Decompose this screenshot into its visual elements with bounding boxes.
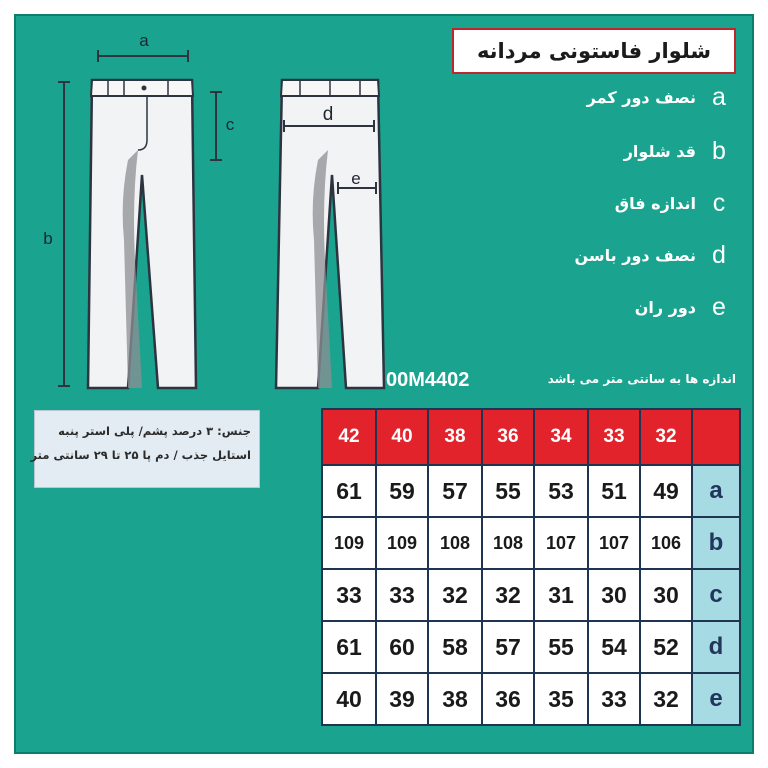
row-label-cell: c [692,569,740,621]
table-cell: 57 [482,621,534,673]
legend-letter-c: c [712,188,726,217]
table-cell: 59 [376,465,428,517]
table-cell: 35 [534,673,588,725]
table-cell: 33 [322,569,376,621]
table-row [322,517,740,569]
model-code: 00M4402 [386,369,470,391]
dimension-label-d: d [322,104,334,125]
table-row [322,465,740,517]
dimension-label-c: c [225,115,235,134]
legend-label-e: دور ران [634,297,696,317]
table-cell: 30 [588,569,640,621]
legend-letter-a: a [712,82,726,111]
legend-item-c [540,188,730,218]
dimension-label-a: a [139,31,149,50]
table-cell: 33 [588,673,640,725]
table-cell: 32 [482,569,534,621]
table-cell: 55 [534,621,588,673]
unit-note: اندازه ها به سانتی متر می باشد [547,372,736,386]
table-cell: 109 [322,517,376,569]
table-cell: 40 [322,673,376,725]
table-cell: 36 [482,673,534,725]
dimension-label-b: b [43,229,53,248]
legend-letter-d: d [712,240,726,269]
table-row [322,673,740,725]
product-title: شلوار فاستونی مردانه [452,28,736,74]
legend-label-a: نصف دور کمر [586,87,696,107]
row-label-cell: a [692,465,740,517]
legend-item-a [540,82,730,112]
legend-letter-b: b [712,136,726,165]
size-header-corner [692,409,740,465]
size-header-cell: 40 [376,409,428,465]
size-table [321,408,741,726]
legend-letter-e: e [712,292,726,321]
table-cell: 53 [534,465,588,517]
table-cell: 38 [428,673,482,725]
table-cell: 51 [588,465,640,517]
size-header-cell: 36 [482,409,534,465]
material-info-box [30,410,260,488]
row-label-cell: b [692,517,740,569]
table-row [322,569,740,621]
size-header-cell: 42 [322,409,376,465]
front-pants-drawing [88,80,196,388]
table-cell: 107 [588,517,640,569]
table-cell: 32 [428,569,482,621]
table-cell: 57 [428,465,482,517]
dimension-label-e: e [351,169,361,188]
table-cell: 52 [640,621,692,673]
table-cell: 55 [482,465,534,517]
table-cell: 30 [640,569,692,621]
table-cell: 31 [534,569,588,621]
size-header-cell: 34 [534,409,588,465]
legend-label-c: اندازه فاق [614,193,696,213]
table-cell: 109 [376,517,428,569]
table-cell: 108 [428,517,482,569]
size-header-row [322,409,740,465]
table-cell: 107 [534,517,588,569]
legend-item-d [540,240,730,270]
table-cell: 61 [322,621,376,673]
legend-label-d: نصف دور باسن [574,245,696,265]
size-header-cell: 32 [640,409,692,465]
legend-item-e [540,292,730,322]
table-cell: 49 [640,465,692,517]
legend-item-b [540,136,730,166]
table-cell: 108 [482,517,534,569]
table-cell: 54 [588,621,640,673]
table-cell: 32 [640,673,692,725]
table-row [322,621,740,673]
row-label-cell: d [692,621,740,673]
size-header-cell: 38 [428,409,482,465]
table-cell: 33 [376,569,428,621]
table-cell: 39 [376,673,428,725]
material-line-2: استایل جذب / دم پا ۲۵ تا ۲۹ سانتی متر [30,448,251,462]
table-cell: 61 [322,465,376,517]
row-label-cell: e [692,673,740,725]
material-line-1: جنس: ۳ درصد پشم/ پلی استر پنبه [58,424,251,438]
table-cell: 60 [376,621,428,673]
table-cell: 106 [640,517,692,569]
legend-label-b: قد شلوار [623,141,696,161]
table-cell: 58 [428,621,482,673]
size-header-cell: 33 [588,409,640,465]
